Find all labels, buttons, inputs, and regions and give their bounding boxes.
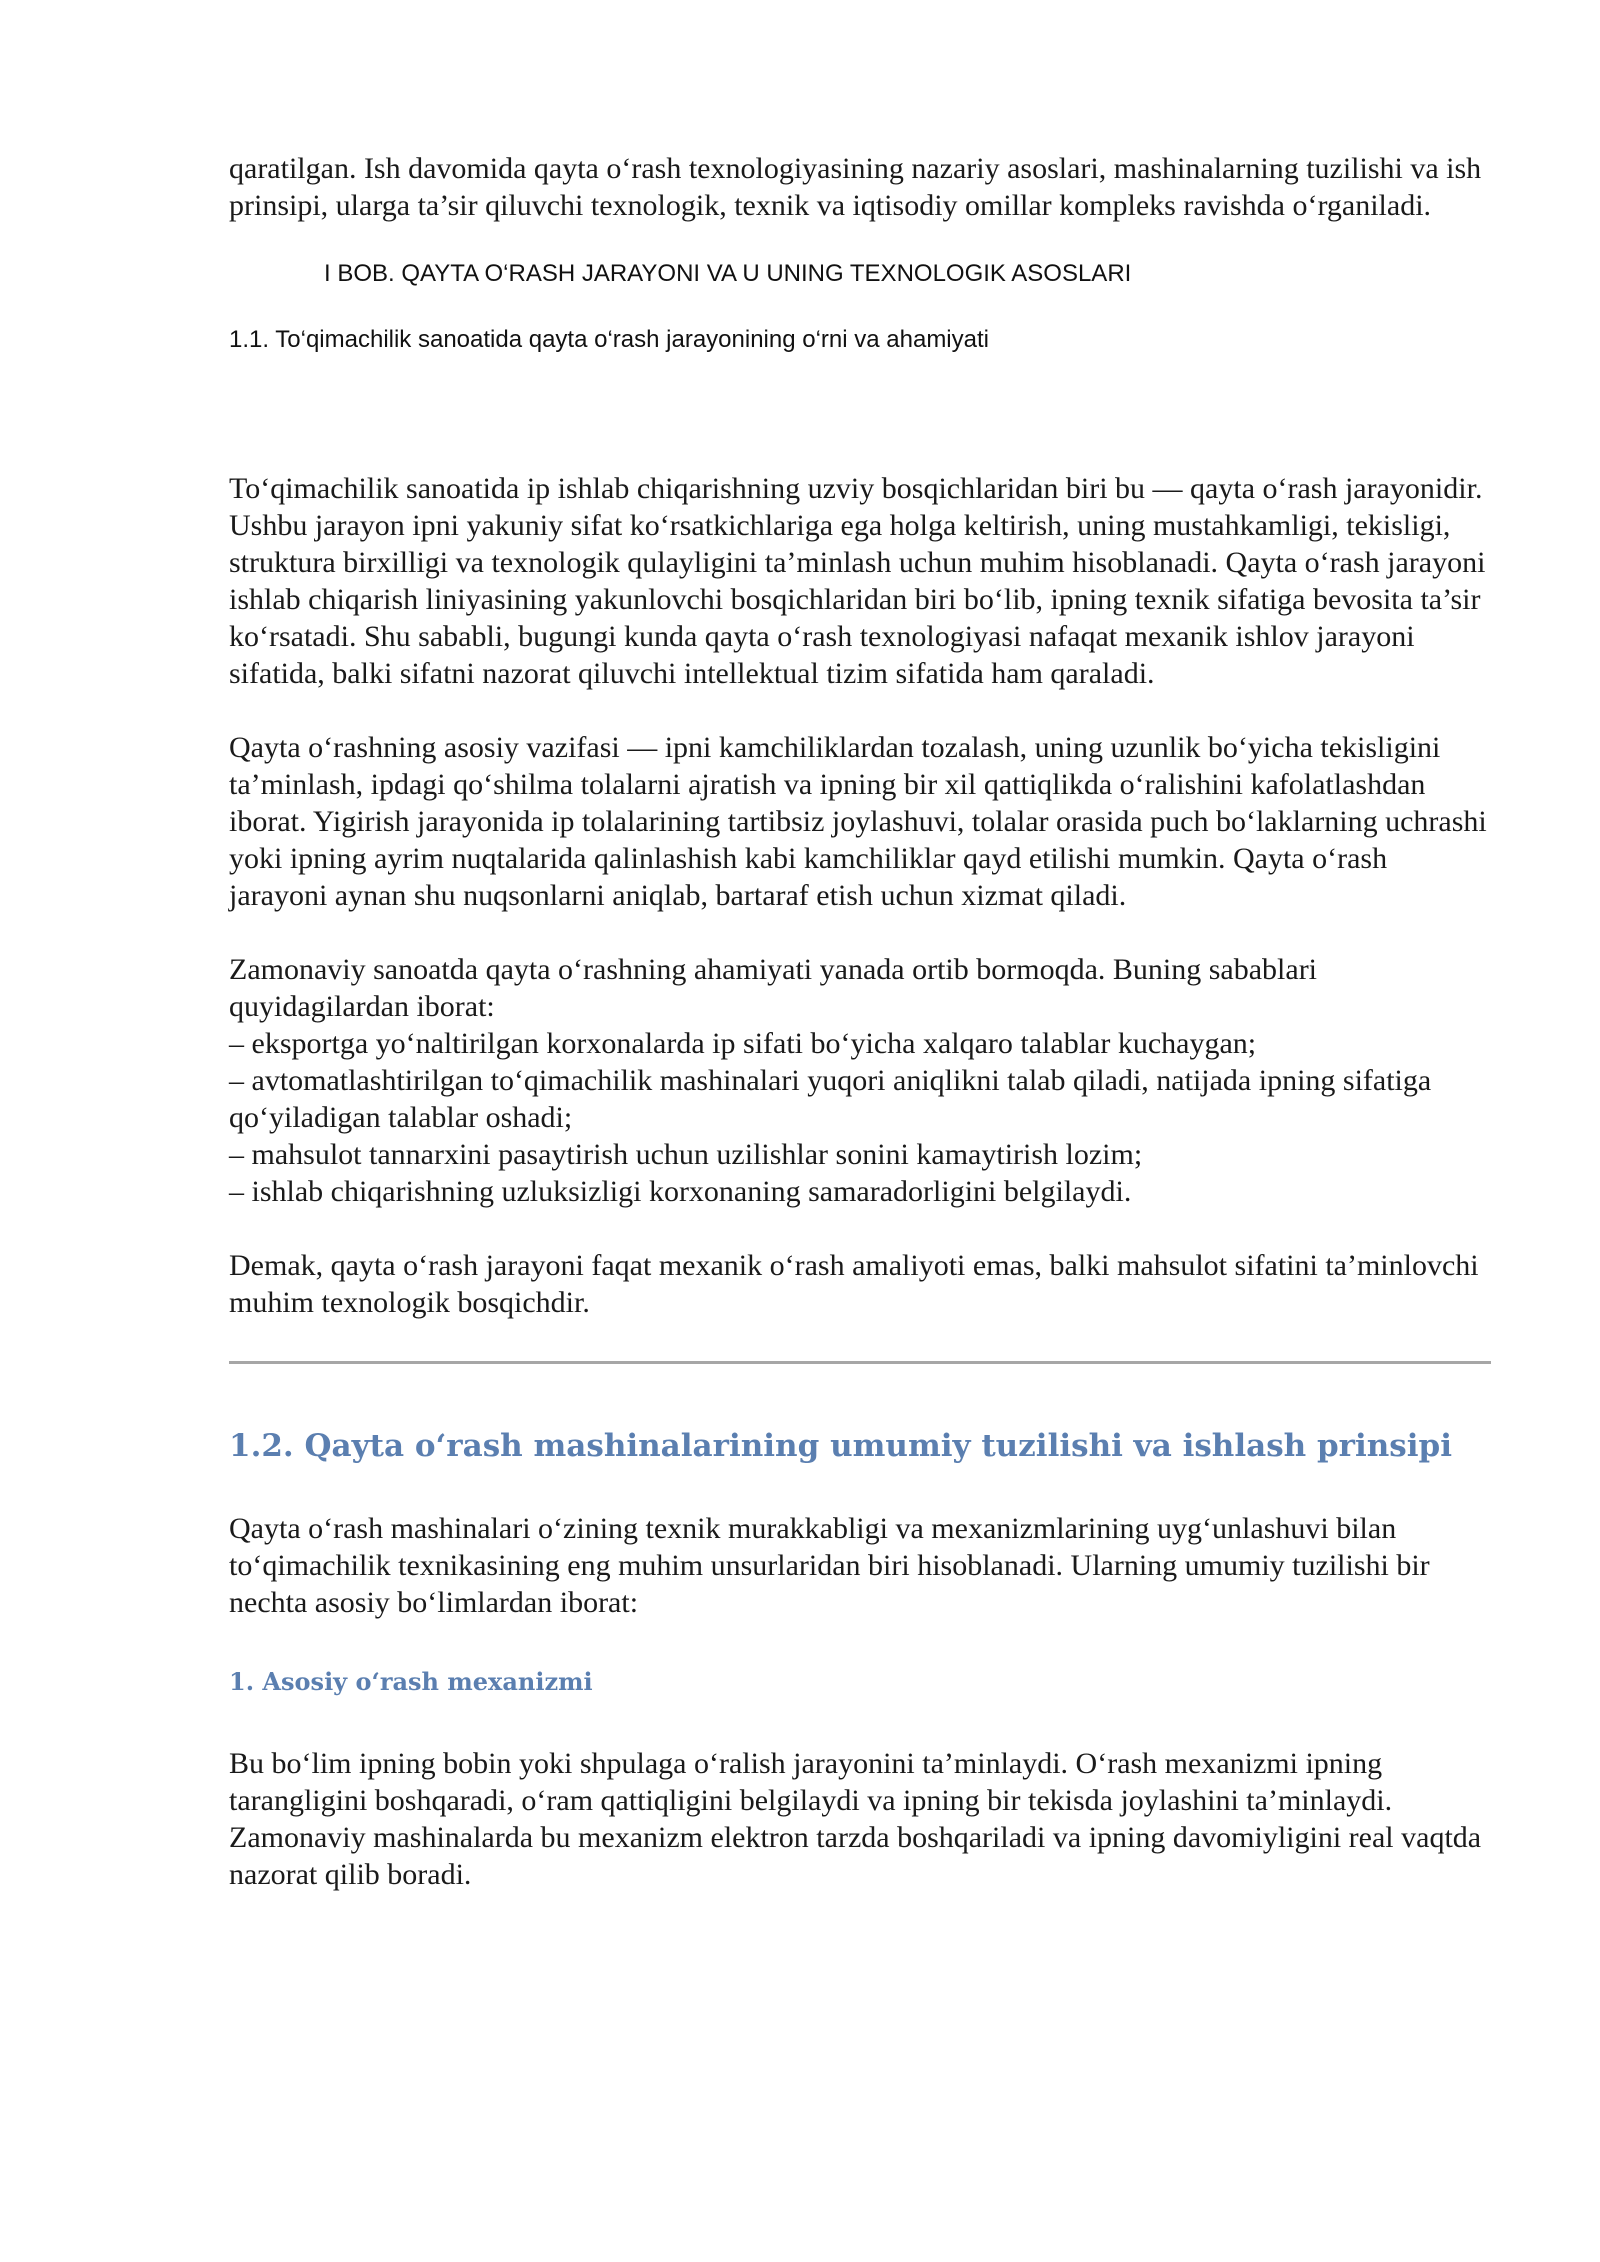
section-1-1-paragraph-2: Qayta o‘rashning asosiy vazifasi — ipni kamchiliklardan tozalash, uning uzunlik bo‘yicha tekisligini ta’minlash, ipdagi qo‘shilma tolalarni ajratish va ipning bir xil qattiqlikda o‘ralishini kafolatlashdan iborat. Yigirish jarayonida ip tolalarining tartibsiz joylashuvi, tolalar orasida puch bo‘laklarning uchrashi yoki ipning ayrim nuqtalarida qalinlashish kabi kamchiliklar qayd etilishi mumkin. Qayta o‘rash jarayoni aynan shu nuqsonlarni aniqlab, bartaraf etish uchun xizmat qiladi. bbox=[229, 731, 1487, 912]
reasons-intro: Zamonaviy sanoatda qayta o‘rashning ahamiyati yanada ortib bormoqda. Buning sabablari quyidagilardan iborat: bbox=[229, 953, 1318, 1023]
reason-item: – avtomatlashtirilgan to‘qimachilik mashinalari yuqori aniqlikni talab qiladi, natijada ipning sifatiga qo‘yiladigan talablar oshadi; bbox=[229, 1064, 1432, 1134]
page-content bbox=[229, 150, 1491, 1893]
section-1-2-title: 1.2. Qayta o‘rash mashinalarining umumiy tuzilishi va ishlash prinsipi bbox=[229, 1428, 1452, 1464]
reason-item: – mahsulot tannarxini pasaytirish uchun uzilishlar sonini kamaytirish lozim; bbox=[229, 1138, 1143, 1171]
section-1-1-paragraph-1: To‘qimachilik sanoatida ip ishlab chiqarishning uzviy bosqichlaridan biri bu — qayta o‘rash jarayonidir. Ushbu jarayon ipni yakuniy sifat ko‘rsatkichlariga ega holga keltirish, uning mustahkamligi, tekisligi, struktura birxilligi va texnologik qulayligini ta’minlash uchun muhim hisoblanadi. Qayta o‘rash jarayoni ishlab chiqarish liniyasining yakunlovchi bosqichlaridan biri bo‘lib, ipning texnik sifatiga bevosita ta’sir ko‘rsatadi. Shu sababli, bugungi kunda qayta o‘rash texnologiyasi nafaqat mexanik ishlov jarayoni sifatida, balki sifatni nazorat qiluvchi intellektual tizim sifatida ham qaraladi. bbox=[229, 472, 1486, 690]
subsection-paragraph: Bu bo‘lim ipning bobin yoki shpulaga o‘ralish jarayonini ta’minlaydi. O‘rash mexanizmi ipning tarangligini boshqaradi, o‘ram qattiqligini belgilaydi va ipning bir tekisda joylashini ta’minlaydi. Zamonaviy mashinalarda bu mexanizm elektron tarzda boshqariladi va ipning davomiyligini real vaqtda nazorat qilib boradi. bbox=[229, 1747, 1482, 1891]
reason-item: – ishlab chiqarishning uzluksizligi korxonaning samaradorligini belgilaydi. bbox=[229, 1175, 1132, 1208]
horizontal-divider bbox=[229, 1361, 1491, 1364]
section-1-1-title: 1.1. To‘qimachilik sanoatida qayta o‘rash jarayonining o‘rni va ahamiyati bbox=[229, 326, 989, 353]
reason-item: – eksportga yo‘naltirilgan korxonalarda ip sifati bo‘yicha xalqaro talablar kuchaygan; bbox=[229, 1027, 1257, 1060]
section-1-2-paragraph: Qayta o‘rash mashinalari o‘zining texnik murakkabligi va mexanizmlarining uyg‘unlashuvi bilan to‘qimachilik texnikasining eng muhim unsurlaridan biri hisoblanadi. Ularning umumiy tuzilishi bir nechta asosiy bo‘limlardan iborat: bbox=[229, 1512, 1430, 1619]
section-1-1-conclusion: Demak, qayta o‘rash jarayoni faqat mexanik o‘rash amaliyoti emas, balki mahsulot sifatini ta’minlovchi muhim texnologik bosqichdir. bbox=[229, 1249, 1479, 1319]
reasons-block bbox=[229, 951, 1491, 1210]
subsection-title: 1. Asosiy o‘rash mexanizmi bbox=[229, 1667, 593, 1696]
chapter-title: I BOB. QAYTA O‘RASH JARAYONI VA U UNING TEXNOLOGIK ASOSLARI bbox=[324, 260, 1132, 287]
intro-paragraph: qaratilgan. Ish davomida qayta o‘rash texnologiyasining nazariy asoslari, mashinalarning tuzilishi va ish prinsipi, ularga ta’sir qiluvchi texnologik, texnik va iqtisodiy omillar kompleks ravishda o‘rganiladi. bbox=[229, 152, 1482, 222]
